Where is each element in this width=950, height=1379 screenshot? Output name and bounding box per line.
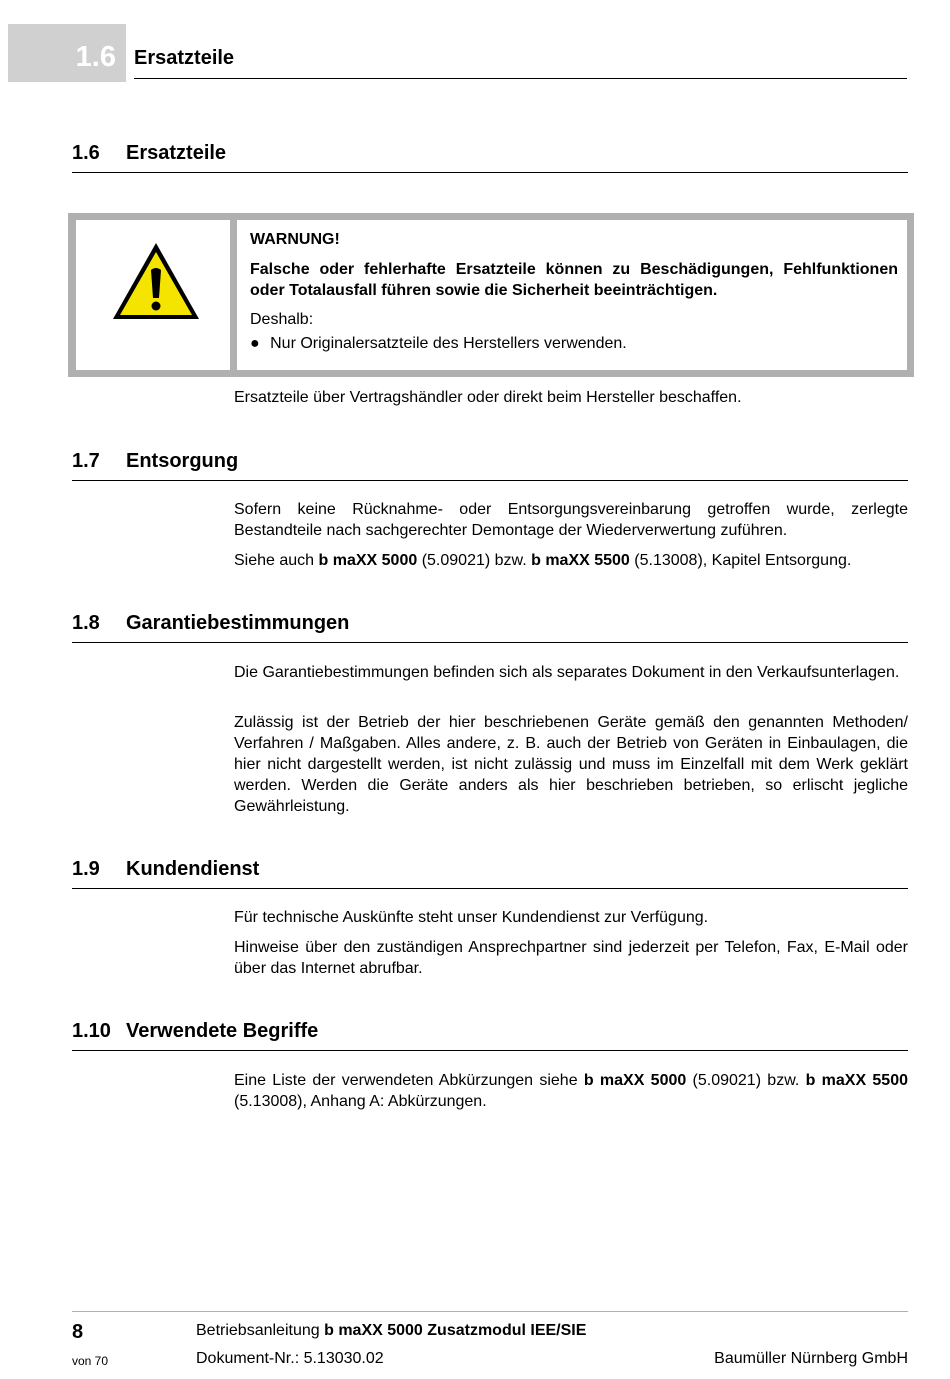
document-number: Dokument-Nr.: 5.13030.02 — [196, 1350, 384, 1367]
entsorgung-paragraph-2 — [234, 550, 908, 571]
product-name: b maXX 5000 — [318, 552, 418, 569]
section-heading-kundendienst — [72, 858, 908, 889]
product-name: b maXX 5500 — [531, 552, 630, 569]
section-heading-begriffe — [72, 1020, 908, 1051]
entsorgung-paragraph-1: Sofern keine Rücknahme- oder Entsorgungsvereinbarung getroffen wurde, zerlegte Bestandteile nach sachgerechter Demontage der Wiederverwertung zuführen. — [234, 501, 908, 539]
section-title: Entsorgung — [126, 450, 239, 472]
section-number: 1.9 — [72, 858, 100, 880]
text-run: Eine Liste der verwendeten Abkürzungen siehe — [234, 1072, 584, 1089]
chapter-number: 1.6 — [75, 41, 116, 73]
kundendienst-paragraph-1: Für technische Auskünfte steht unser Kundendienst zur Verfügung. — [234, 909, 709, 926]
garantie-paragraph-2: Zulässig ist der Betrieb der hier beschriebenen Geräte gemäß den genannten Methoden/ Verfahren / Maßgaben. Alles andere, z. B. auch der Betrieb von Geräten in Einbaulagen, die hier nicht dargestellt werden, ist nicht zulässig und muss im Einzelfall mit dem Werk geklärt werden. Werden die Geräte anders als hier beschrieben betrieben, so erlischt jegliche Gewährleistung. — [234, 714, 908, 815]
begriffe-paragraph — [234, 1070, 908, 1112]
section-heading-ersatzteile — [72, 142, 908, 173]
bullet-dot-icon: ● — [250, 335, 260, 352]
text-run: Betriebsanleitung — [196, 1322, 325, 1339]
warning-message: Falsche oder fehlerhafte Ersatzteile können zu Beschädigungen, Fehlfunktionen oder Totalausfall führen sowie die Sicherheit beeinträchtigen. — [250, 261, 898, 299]
manual-title — [196, 1322, 586, 1340]
product-name: b maXX 5000 Zusatzmodul IEE/SIE — [324, 1322, 587, 1339]
footer-divider — [72, 1311, 908, 1312]
page-total: von 70 — [72, 1354, 109, 1368]
company-name: Baumüller Nürnberg GmbH — [714, 1350, 908, 1367]
page-number: 8 — [72, 1321, 84, 1343]
section-number: 1.7 — [72, 450, 100, 472]
text-run: Siehe auch — [234, 552, 319, 569]
section-number: 1.10 — [72, 1020, 111, 1042]
section-heading-garantie — [72, 612, 908, 643]
kundendienst-paragraph-2: Hinweise über den zuständigen Ansprechpartner sind jederzeit per Telefon, Fax, E-Mail oder über das Internet abrufbar. — [234, 939, 908, 977]
warning-bullet-item — [250, 335, 627, 353]
section-number: 1.8 — [72, 612, 100, 634]
section-title: Kundendienst — [126, 858, 260, 880]
ersatzteile-paragraph: Ersatzteile über Vertragshändler oder direkt beim Hersteller beschaffen. — [234, 389, 742, 406]
header-divider — [134, 78, 907, 79]
warning-bullet-text: Nur Originalersatzteile des Herstellers verwenden. — [270, 335, 627, 352]
text-run: (5.09021) bzw. — [417, 552, 532, 569]
section-heading-entsorgung — [72, 450, 908, 481]
warning-triangle-icon — [110, 240, 202, 322]
warning-deshalb: Deshalb: — [250, 311, 314, 328]
chapter-title: Ersatzteile — [134, 47, 235, 69]
garantie-paragraph-1: Die Garantiebestimmungen befinden sich als separates Dokument in den Verkaufsunterlagen. — [234, 664, 900, 681]
section-title: Verwendete Begriffe — [126, 1020, 319, 1042]
section-title: Ersatzteile — [126, 142, 227, 164]
warning-title: WARNUNG! — [250, 231, 340, 248]
section-title: Garantiebestimmungen — [126, 612, 350, 634]
product-name: b maXX 5500 — [805, 1072, 908, 1089]
text-run: (5.13008), Kapitel Entsorgung. — [629, 552, 852, 569]
product-name: b maXX 5000 — [583, 1072, 687, 1089]
section-number: 1.6 — [72, 142, 100, 164]
text-run: (5.09021) bzw. — [686, 1072, 806, 1089]
text-run: (5.13008), Anhang A: Abkürzungen. — [234, 1093, 487, 1110]
